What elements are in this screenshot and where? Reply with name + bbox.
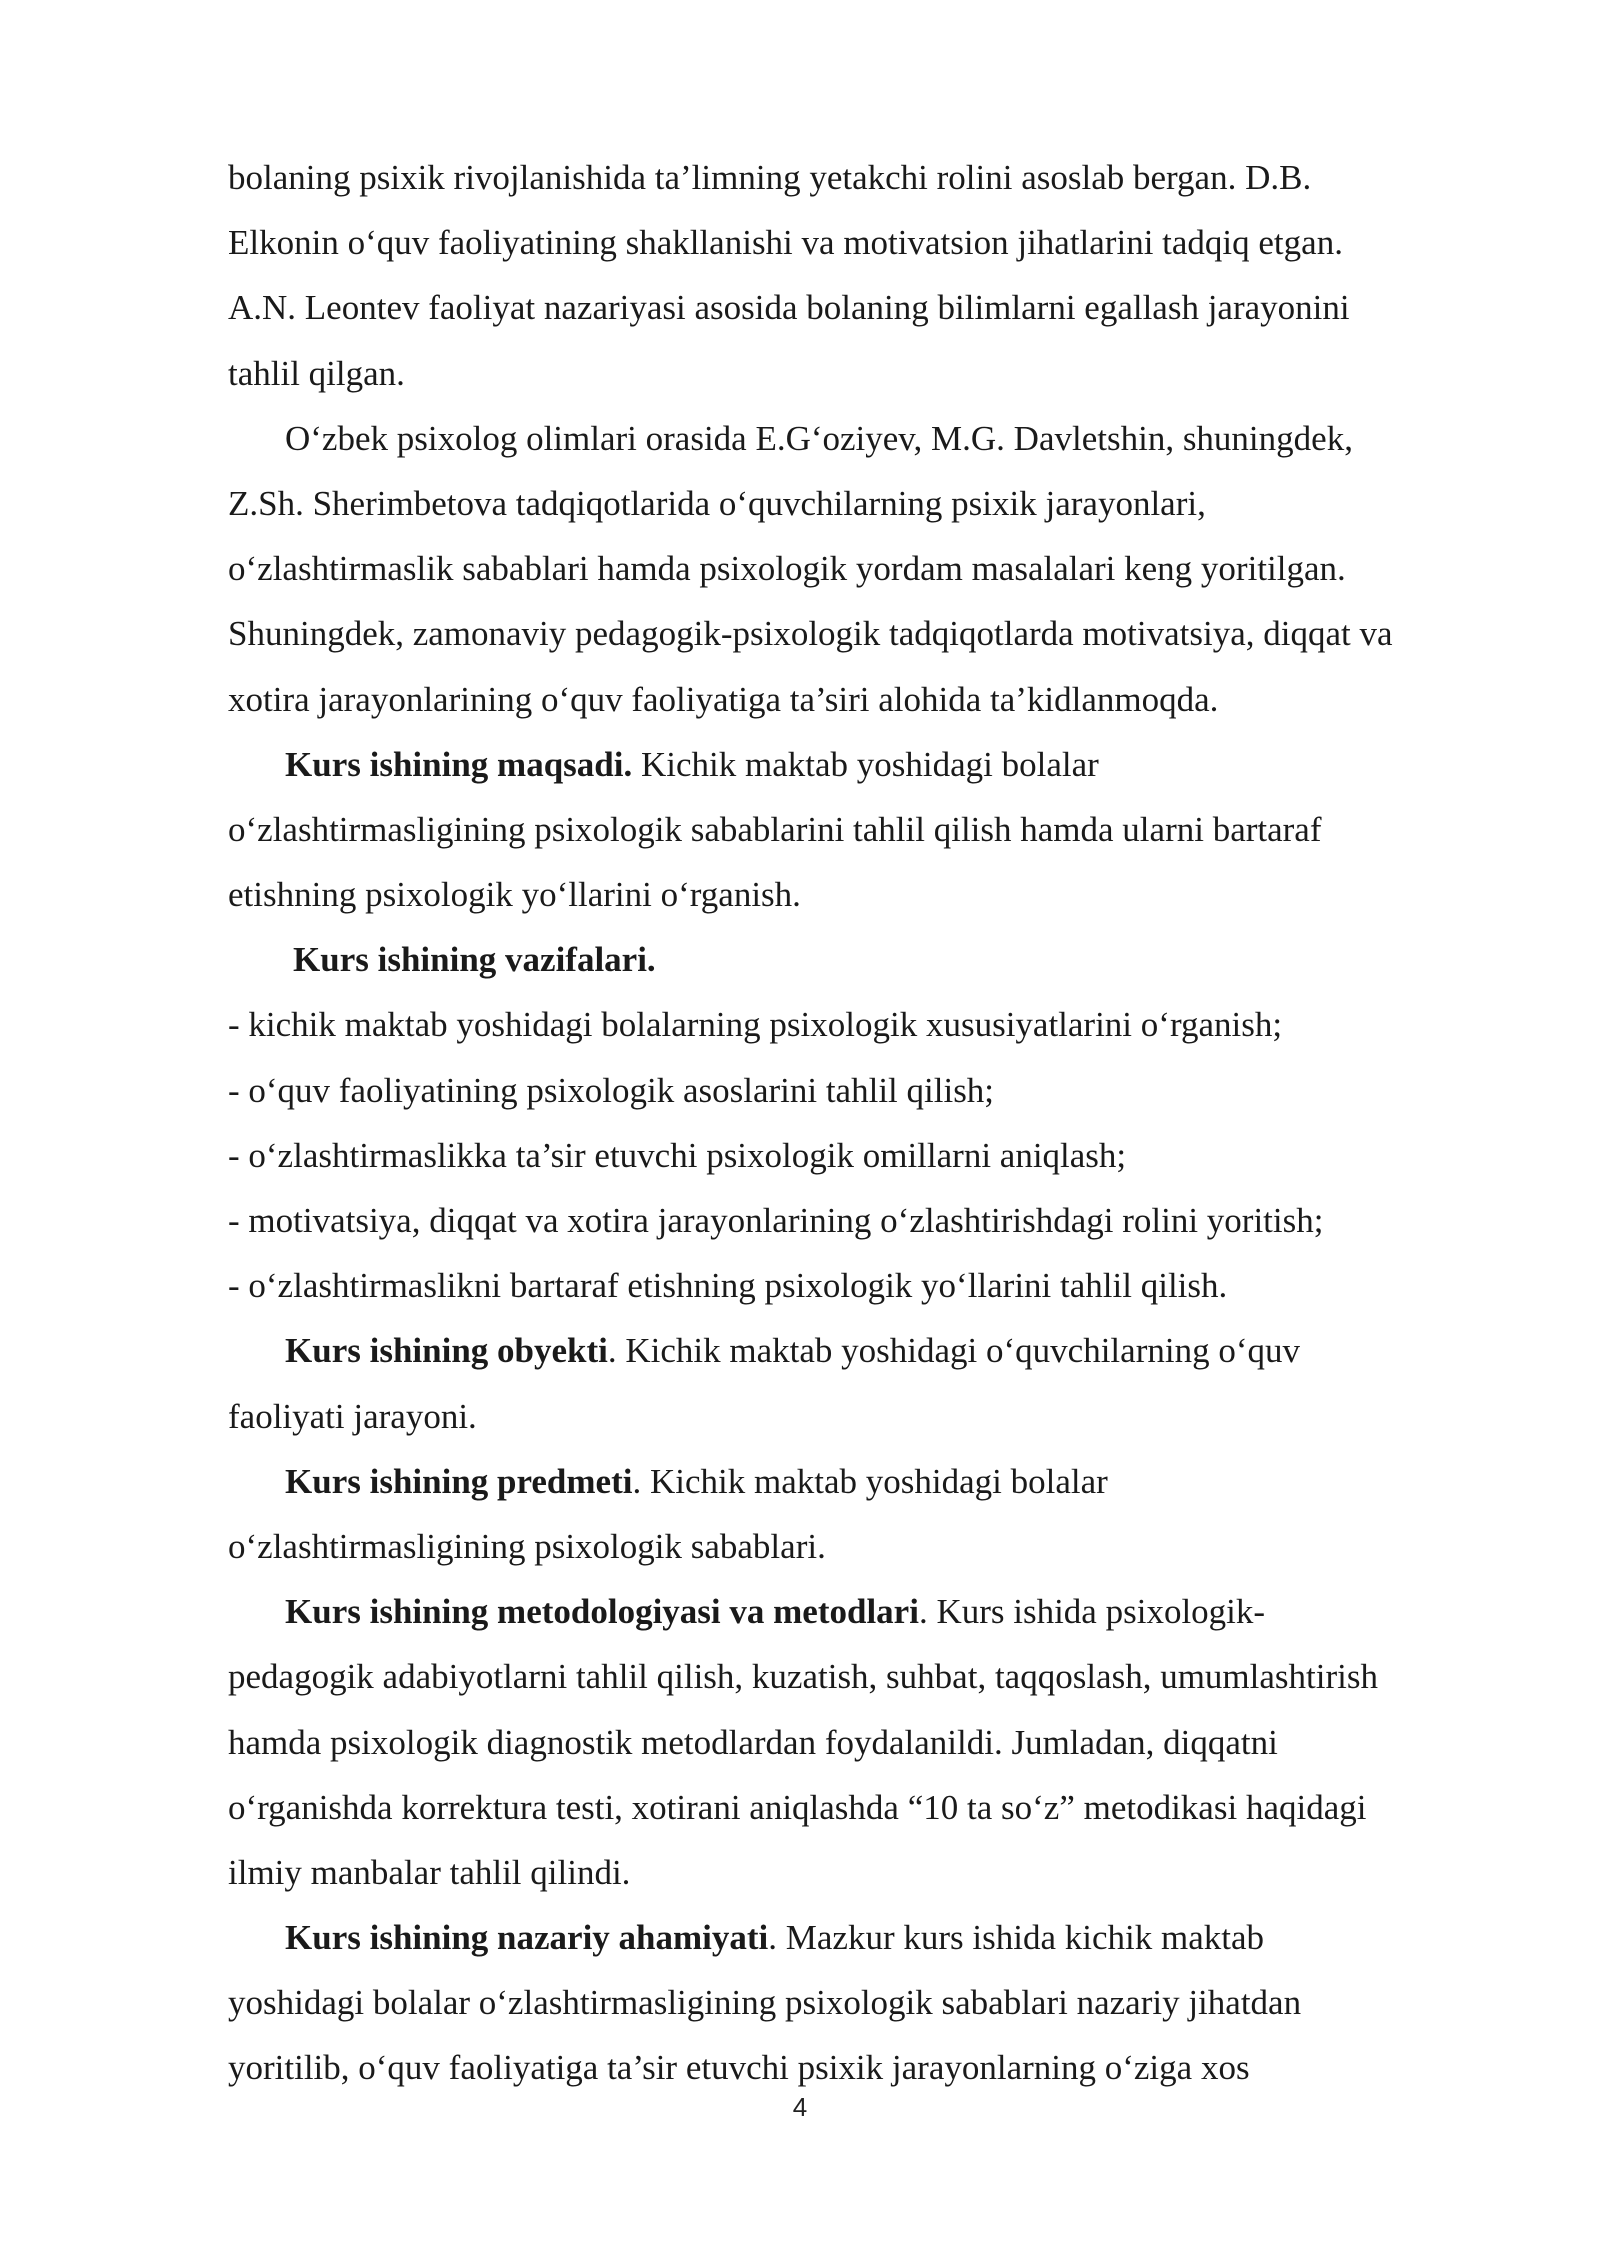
text-line: yoshidagi bolalar o‘zlashtirmasligining psixologik sabablari nazariy jihatdan: [228, 1983, 1302, 2023]
text-line: xotira jarayonlarining o‘quv faoliyatiga ta’siri alohida ta’kidlanmoqda.: [228, 679, 1219, 719]
text-line: tahlil qilgan.: [228, 353, 405, 393]
list-item: - o‘zlashtirmaslikni bartaraf etishning psixologik yo‘llarini tahlil qilish.: [228, 1266, 1228, 1306]
text-line: pedagogik adabiyotlarni tahlil qilish, kuzatish, suhbat, taqqoslash, umumlashtirish: [228, 1657, 1378, 1697]
text-line: Shuningdek, zamonaviy pedagogik-psixologik tadqiqotlarda motivatsiya, diqqat va: [228, 614, 1393, 654]
text-line: hamda psixologik diagnostik metodlardan foydalanildi. Jumladan, diqqatni: [228, 1722, 1278, 1762]
text-line: o‘zlashtirmasligining psixologik sabablarini tahlil qilish hamda ularni bartaraf: [228, 809, 1322, 849]
text-line: etishning psixologik yo‘llarini o‘rganish.: [228, 875, 801, 915]
heading-obyekti: Kurs ishining obyekti: [285, 1331, 608, 1371]
text-line: A.N. Leontev faoliyat nazariyasi asosida bolaning bilimlarni egallash jarayonini: [228, 288, 1350, 328]
heading-maqsadi: Kurs ishining maqsadi.: [285, 744, 633, 784]
section-vazifalari: [228, 927, 1478, 992]
list-item: - o‘zlashtirmaslikka ta’sir etuvchi psixologik omillarni aniqlash;: [228, 1135, 1127, 1175]
text-line: bolaning psixik rivojlanishida ta’limning yetakchi rolini asoslab bergan. D.B.: [228, 158, 1312, 197]
text-line: o‘rganishda korrektura testi, xotirani aniqlashda “10 ta so‘z” metodikasi haqidagi: [228, 1787, 1367, 1827]
body-text: [228, 145, 1478, 2101]
heading-nazariy-ahamiyati: Kurs ishining nazariy ahamiyati: [285, 1918, 769, 1958]
text-line: ilmiy manbalar tahlil qilindi.: [228, 1852, 631, 1892]
section-predmeti: Kurs ishining predmeti. Kichik maktab yoshidagi bolalar: [285, 1461, 1108, 1501]
text-line: o‘zlashtirmaslik sabablari hamda psixologik yordam masalalari keng yoritilgan.: [228, 549, 1346, 589]
text-line: Z.Sh. Sherimbetova tadqiqotlarida o‘quvchilarning psixik jarayonlari,: [228, 483, 1206, 523]
list-item: - kichik maktab yoshidagi bolalarning psixologik xususiyatlarini o‘rganish;: [228, 1005, 1283, 1045]
heading-vazifalari: Kurs ishining vazifalari.: [293, 940, 656, 980]
text-line: Elkonin o‘quv faoliyatining shakllanishi va motivatsion jihatlarini tadqiq etgan.: [228, 223, 1343, 263]
section-obyekti: Kurs ishining obyekti. Kichik maktab yoshidagi o‘quvchilarning o‘quv: [285, 1331, 1300, 1371]
page-number: 4: [792, 2092, 808, 2122]
section-nazariy-ahamiyati: Kurs ishining nazariy ahamiyati. Mazkur kurs ishida kichik maktab: [285, 1918, 1265, 1958]
paragraph-first-line: O‘zbek psixolog olimlari orasida E.G‘oziyev, M.G. Davletshin, shuningdek,: [285, 418, 1353, 458]
section-metodologiyasi: Kurs ishining metodologiyasi va metodlari. Kurs ishida psixologik-: [285, 1592, 1266, 1632]
text-line: faoliyati jarayoni.: [228, 1396, 477, 1436]
list-item: - o‘quv faoliyatining psixologik asoslarini tahlil qilish;: [228, 1070, 995, 1110]
heading-metodologiyasi: Kurs ishining metodologiyasi va metodlari: [285, 1592, 919, 1632]
text-line: yoritilib, o‘quv faoliyatiga ta’sir etuvchi psixik jarayonlarning o‘ziga xos: [228, 2048, 1250, 2088]
text-line: o‘zlashtirmasligining psixologik sabablari.: [228, 1526, 826, 1566]
heading-predmeti: Kurs ishining predmeti: [285, 1461, 633, 1501]
list-item: - motivatsiya, diqqat va xotira jarayonlarining o‘zlashtirishdagi rolini yoritish;: [228, 1201, 1324, 1240]
section-maqsadi: Kurs ishining maqsadi. Kichik maktab yoshidagi bolalar: [285, 744, 1099, 784]
